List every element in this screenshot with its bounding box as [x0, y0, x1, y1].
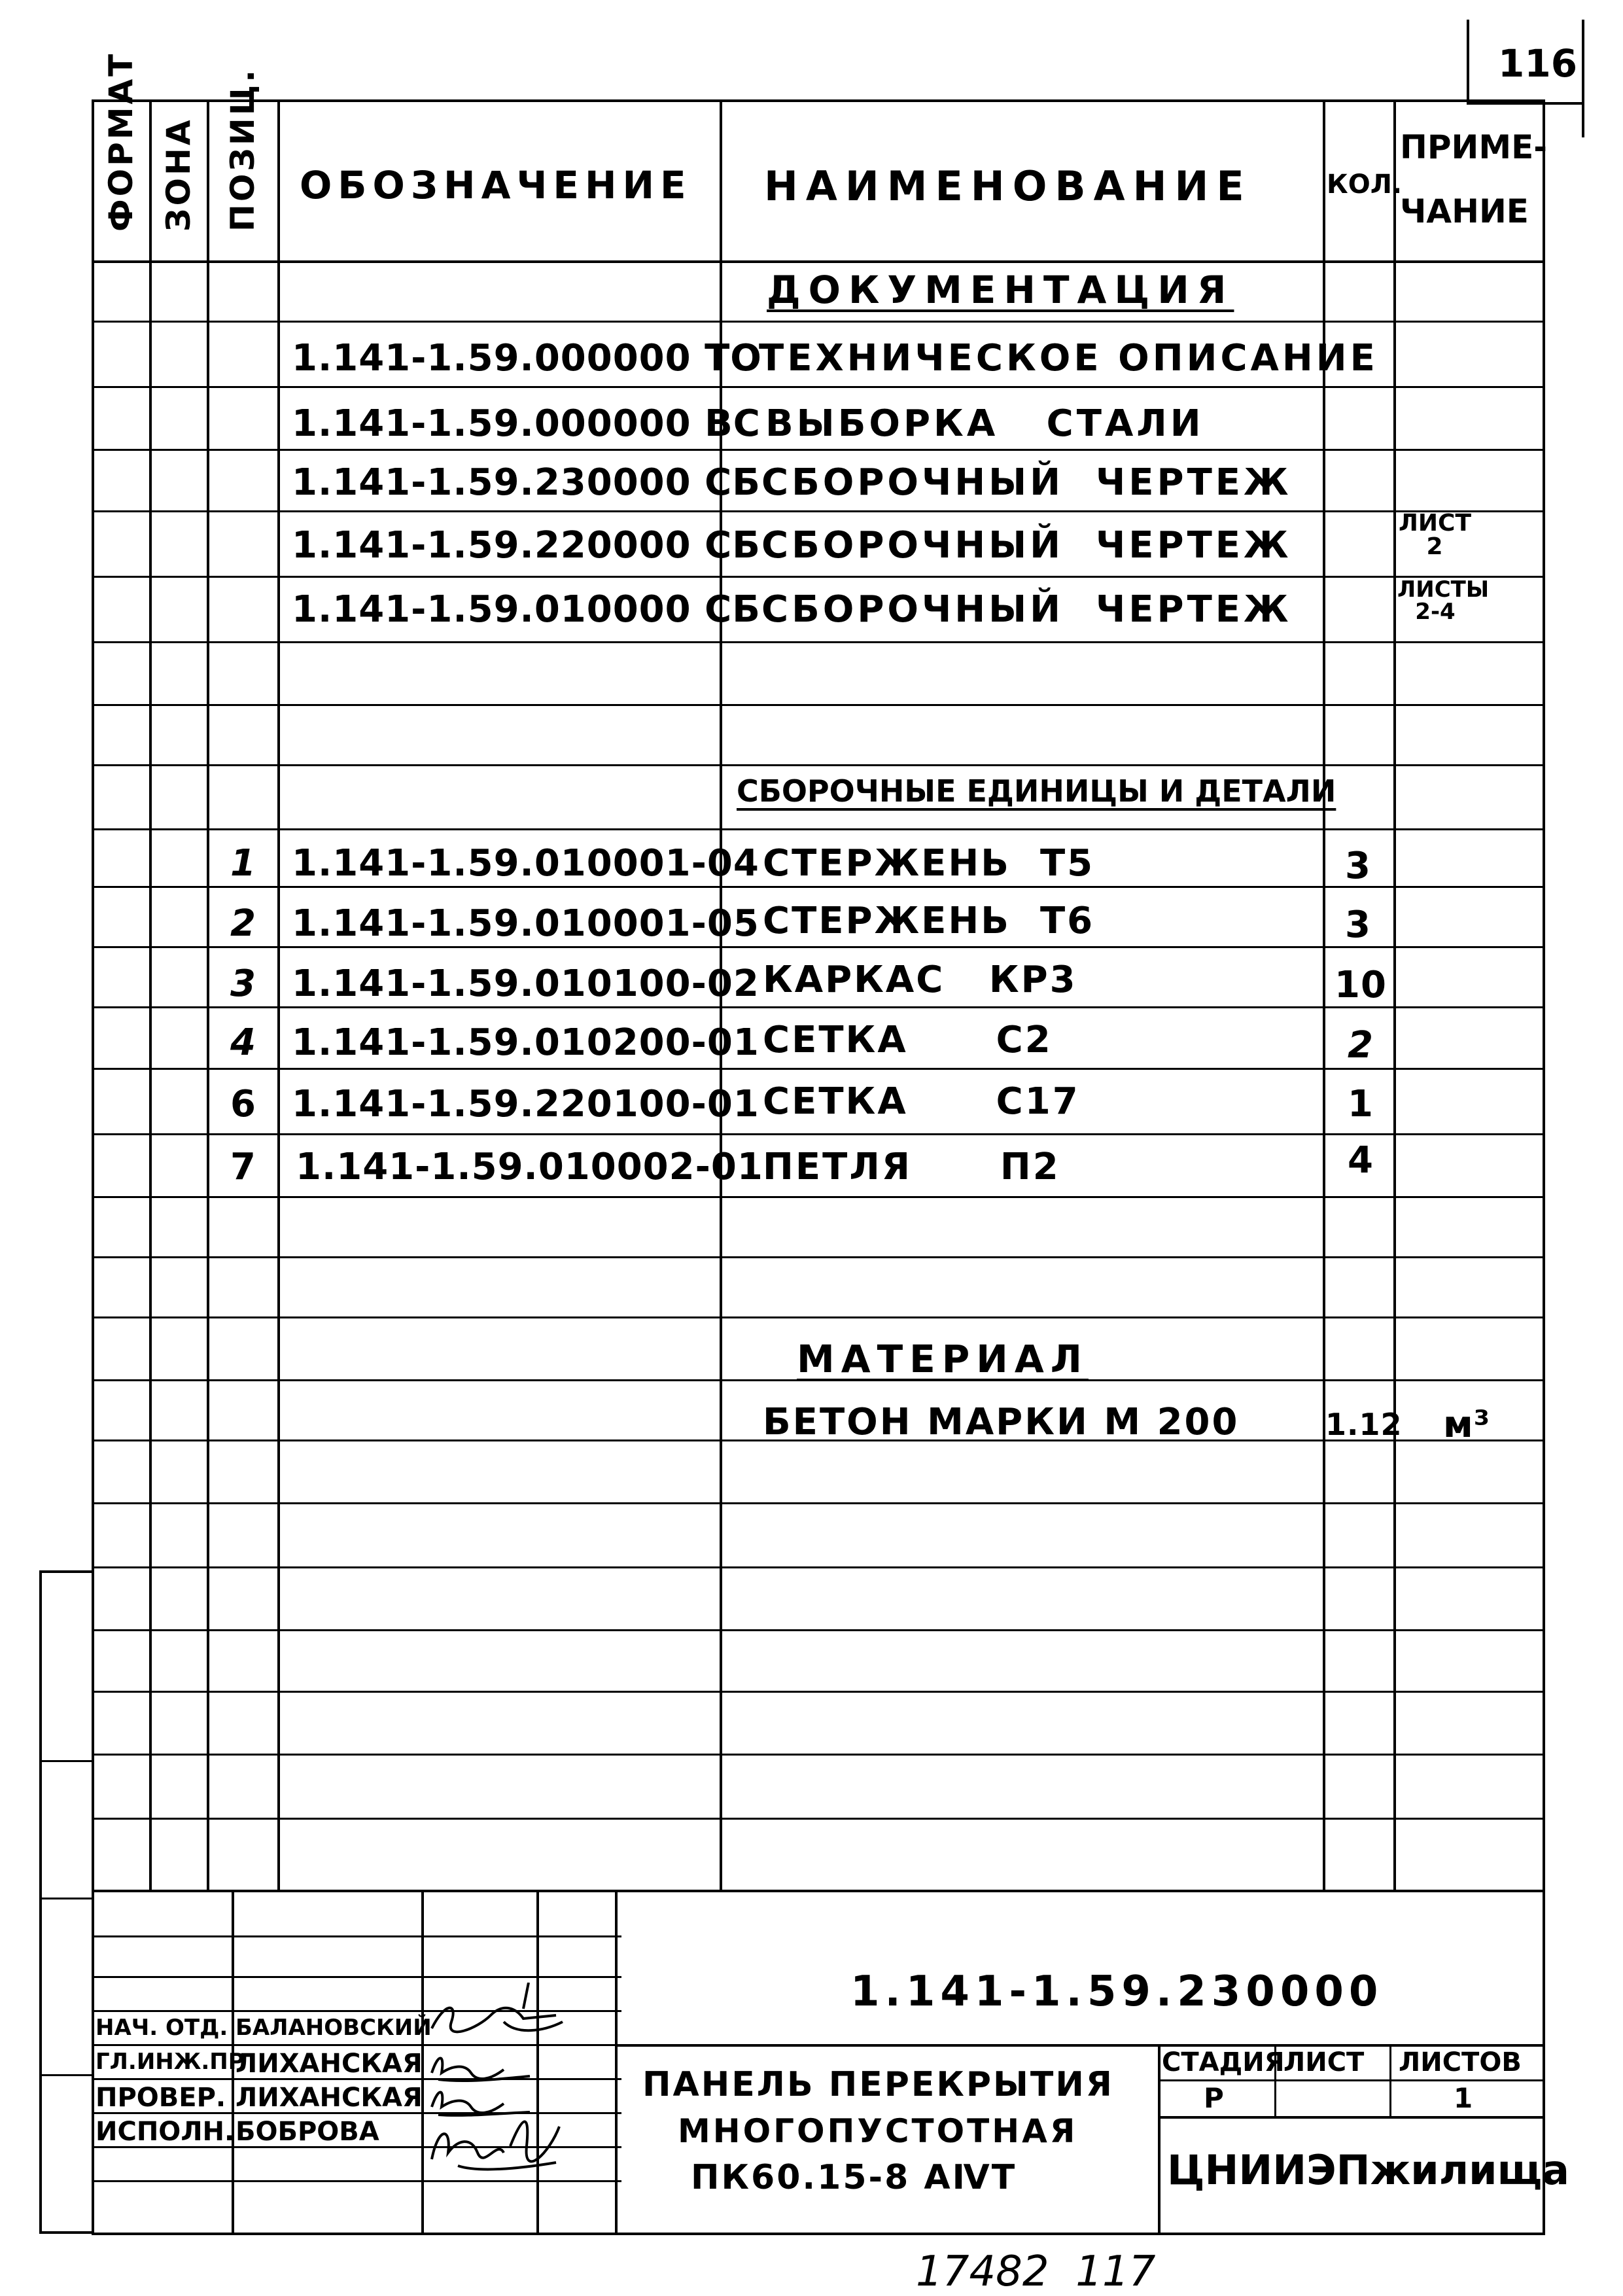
part-designation: 1.141-1.59.010002-01 [296, 1146, 763, 1188]
row-line [92, 1006, 1545, 1008]
part-qty: 2 [1348, 1024, 1374, 1067]
doc-designation: 1.141-1.59.000000 ВС [292, 402, 761, 445]
header-bottom-line [92, 260, 1545, 263]
row-line [92, 1316, 1545, 1318]
row-line [92, 1196, 1545, 1198]
col-line-note [1393, 99, 1396, 1892]
staff-role: ИСПОЛН. [96, 2117, 235, 2147]
part-designation: 1.141-1.59.220100-01 [292, 1083, 759, 1125]
doc-note: ЛИСТ 2 [1399, 510, 1472, 560]
margin-strip-line [39, 1760, 93, 1762]
doc-designation: 1.141-1.59.220000 СБ [292, 524, 761, 567]
signature [425, 1983, 569, 2048]
part-designation: 1.141-1.59.010001-05 [292, 902, 759, 945]
sheets-label: ЛИСТОВ [1399, 2047, 1522, 2077]
part-position: 1 [230, 842, 256, 885]
page-number: 116 [1498, 41, 1578, 86]
frame-left [92, 99, 94, 2234]
row-line [92, 1256, 1545, 1258]
row-line [92, 1754, 1545, 1756]
stage-label: СТАДИЯ [1162, 2047, 1285, 2077]
part-position: 4 [230, 1021, 256, 1064]
section-assembly-units: СБОРОЧНЫЕ ЕДИНИЦЫ И ДЕТАЛИ [737, 773, 1336, 809]
margin-strip-left [39, 1570, 42, 2231]
staff-name: БОБРОВА [236, 2117, 379, 2147]
part-designation: 1.141-1.59.010100-02 [292, 963, 759, 1005]
margin-strip-top [39, 1570, 93, 1573]
doc-name: СБОРОЧНЫЙ ЧЕРТЕЖ [761, 461, 1292, 504]
header-format: ФОРМАТ [102, 51, 140, 232]
part-qty: 3 [1345, 845, 1371, 887]
doc-number: 1.141-1.59.230000 [850, 1968, 1384, 2016]
margin-strip-line [39, 1898, 93, 1899]
doc-designation: 1.141-1.59.010000 СБ [292, 588, 761, 631]
page-number-box-right [1582, 20, 1584, 137]
staff-name: БАЛАНОВСКИЙ [236, 2015, 432, 2041]
row-line [92, 764, 1545, 766]
row-line [92, 386, 1545, 388]
row-line [92, 1691, 1545, 1693]
row-line [92, 828, 1545, 830]
row-line [92, 946, 1545, 948]
part-name: ПЕТЛЯ П2 [763, 1146, 1060, 1188]
tb-col [615, 1890, 618, 2233]
tb-line [1158, 2116, 1544, 2119]
doc-name: ТЕХНИЧЕСКОЕ ОПИСАНИЕ [759, 337, 1378, 380]
organization: ЦНИИЭПжилища [1167, 2146, 1569, 2194]
tb-line [92, 1935, 621, 1937]
doc-name: СБОРОЧНЫЙ ЧЕРТЕЖ [761, 588, 1292, 631]
col-line-zone [149, 99, 152, 1892]
staff-role: ПРОВЕР. [96, 2083, 226, 2113]
tb-line [92, 1976, 621, 1978]
part-name: СЕТКА С2 [763, 1019, 1053, 1061]
part-qty: 10 [1335, 964, 1387, 1006]
title-line1: ПАНЕЛЬ ПЕРЕКРЫТИЯ [642, 2065, 1114, 2104]
sheet-label: ЛИСТ [1283, 2047, 1365, 2077]
material-unit: м³ [1443, 1404, 1491, 1446]
section-material: МАТЕРИАЛ [797, 1337, 1089, 1381]
part-position: 3 [230, 963, 256, 1005]
title-line3: ПК60.15-8 АⅣТ [691, 2158, 1017, 2197]
tb-line [92, 2180, 621, 2182]
part-qty: 3 [1345, 904, 1371, 946]
signature [425, 2047, 536, 2086]
header-name: НАИМЕНОВАНИЕ [764, 162, 1252, 210]
part-qty: 1 [1348, 1083, 1374, 1125]
material-name: БЕТОН МАРКИ М 200 [763, 1401, 1240, 1443]
row-line [92, 321, 1545, 323]
row-line [92, 1068, 1545, 1070]
tb-col [536, 1890, 539, 2233]
header-qty: КОЛ. [1327, 169, 1403, 200]
doc-note: ЛИСТЫ 2-4 [1397, 576, 1490, 625]
row-line [92, 1502, 1545, 1504]
table-bottom-line [92, 1890, 1545, 1892]
frame-top [92, 99, 1545, 102]
row-line [92, 886, 1545, 888]
header-position: ПОЗИЦ. [224, 67, 262, 232]
row-line [92, 1818, 1545, 1820]
row-line [92, 1133, 1545, 1135]
tb-line [1158, 2079, 1544, 2081]
part-position: 7 [230, 1146, 256, 1188]
tb-col [1158, 2044, 1161, 2233]
part-name: СТЕРЖЕНЬ Т6 [763, 900, 1095, 942]
staff-role: ГЛ.ИНЖ.ПР [96, 2049, 245, 2075]
part-designation: 1.141-1.59.010001-04 [292, 842, 759, 885]
staff-role: НАЧ. ОТД. [96, 2015, 228, 2041]
material-qty: 1.12 [1325, 1407, 1403, 1442]
part-name: СТЕРЖЕНЬ Т5 [763, 842, 1095, 885]
row-line [92, 576, 1545, 578]
signature [419, 2100, 569, 2179]
row-line [92, 449, 1545, 451]
row-line [92, 1629, 1545, 1631]
margin-strip-bottom [39, 2231, 93, 2234]
stage-value: Р [1204, 2082, 1224, 2114]
section-documentation: ДОКУМЕНТАЦИЯ [767, 268, 1234, 312]
row-line [92, 1566, 1545, 1568]
doc-name: ВЫБОРКА СТАЛИ [765, 402, 1204, 445]
tb-col [1389, 2044, 1391, 2116]
part-position: 2 [230, 902, 256, 945]
margin-strip-line [39, 2074, 93, 2076]
col-line-pos [207, 99, 209, 1892]
staff-name: ЛИХАНСКАЯ [236, 2049, 423, 2079]
col-line-designation [277, 99, 280, 1892]
part-name: КАРКАС КР3 [763, 959, 1077, 1001]
row-line [92, 704, 1545, 706]
row-line [92, 641, 1545, 643]
frame-right [1543, 99, 1545, 2234]
footer-number: 17482 117 [916, 2248, 1156, 2296]
part-designation: 1.141-1.59.010200-01 [292, 1021, 759, 1064]
page-number-box-bottom [1467, 102, 1584, 105]
part-name: СЕТКА С17 [763, 1080, 1080, 1123]
doc-name: СБОРОЧНЫЙ ЧЕРТЕЖ [761, 524, 1292, 567]
sheets-value: 1 [1454, 2082, 1473, 2114]
part-position: 6 [230, 1083, 256, 1125]
header-designation: ОБОЗНАЧЕНИЕ [300, 163, 692, 207]
doc-designation: 1.141-1.59.230000 СБ [292, 461, 761, 504]
title-line2: МНОГОПУСТОТНАЯ [678, 2112, 1078, 2150]
row-line [92, 510, 1545, 512]
header-note-line2: ЧАНИЕ [1400, 192, 1529, 230]
staff-name: ЛИХАНСКАЯ [236, 2083, 423, 2113]
header-note-line1: ПРИМЕ- [1400, 128, 1547, 166]
header-zone: ЗОНА [160, 117, 198, 232]
tb-line [615, 2044, 1544, 2047]
page-number-box-left [1467, 20, 1469, 105]
part-qty: 4 [1348, 1139, 1374, 1182]
frame-bottom [92, 2233, 1545, 2235]
doc-designation: 1.141-1.59.000000 ТО [292, 337, 762, 380]
